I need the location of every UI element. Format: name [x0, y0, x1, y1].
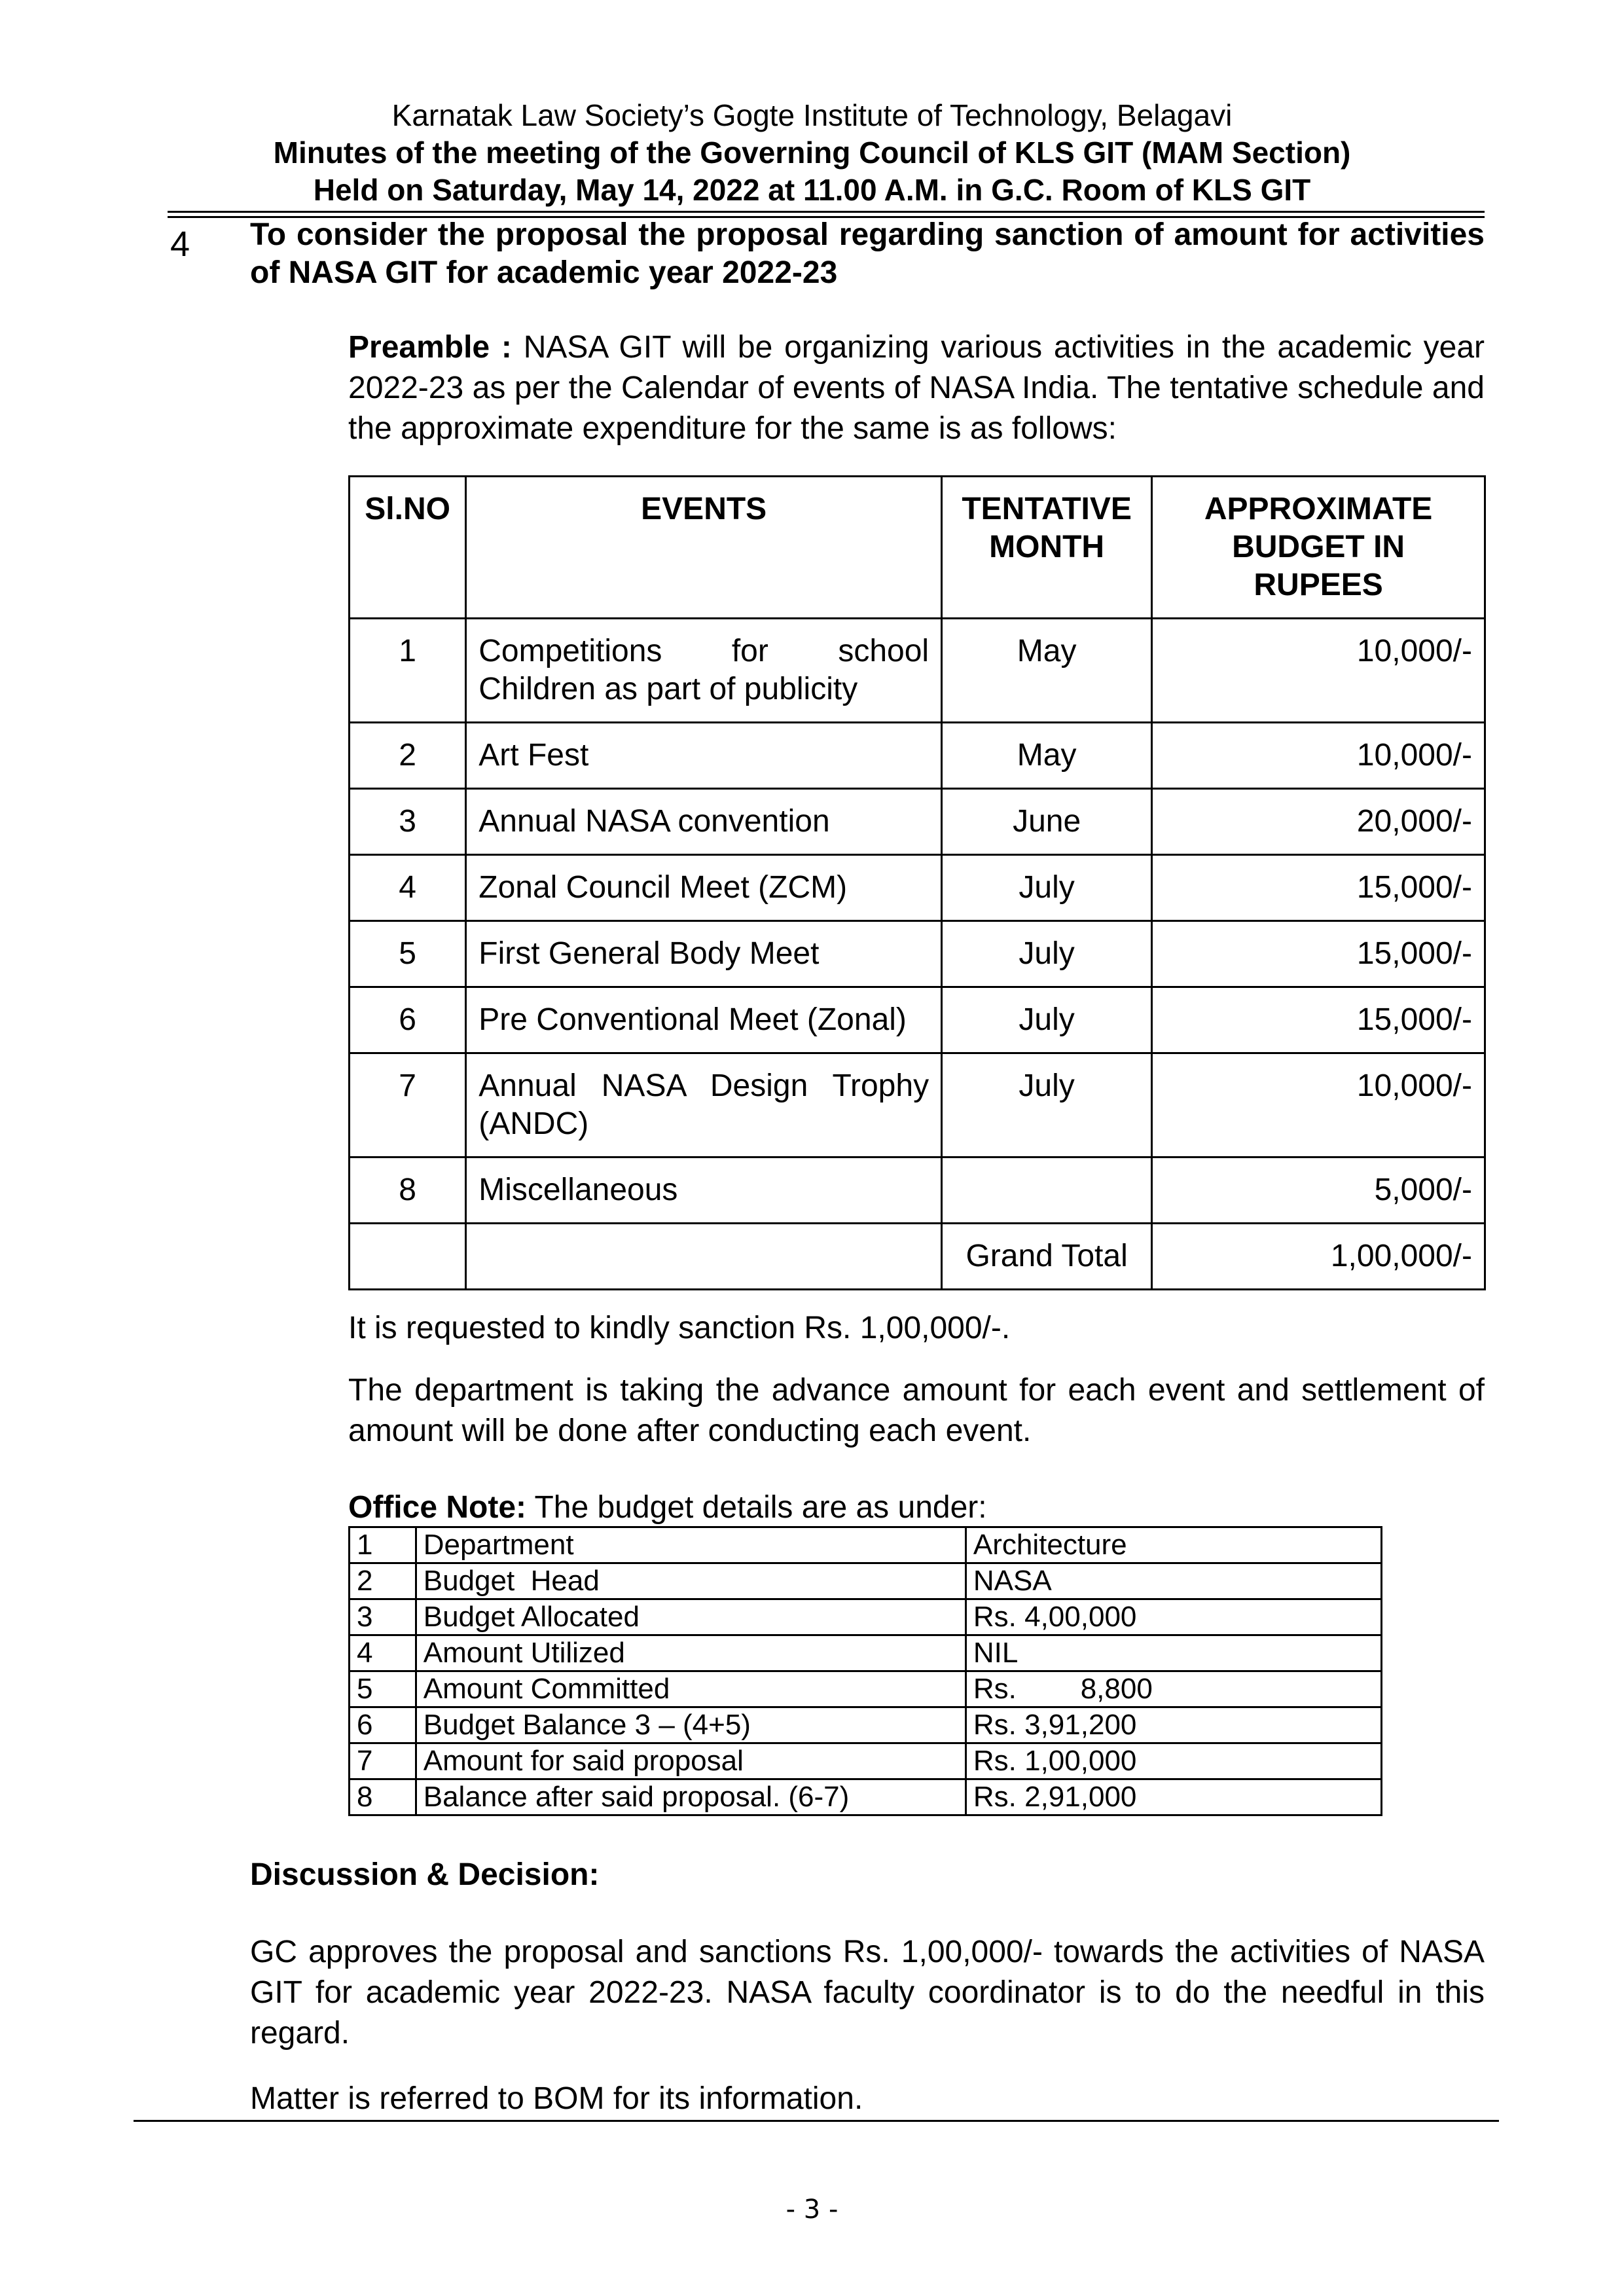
- cell-event: Annual NASA convention: [466, 789, 942, 855]
- cell-label: Budget Balance 3 – (4+5): [416, 1707, 965, 1743]
- table-row: [350, 1157, 1485, 1224]
- cell-month: July: [942, 921, 1152, 987]
- cell-no: 1: [350, 619, 466, 723]
- cell-event: Competitions for school Children as part of publicity: [466, 619, 942, 723]
- events-table-header-row: [350, 477, 1485, 619]
- preamble-label: Preamble :: [348, 330, 512, 365]
- request-text: It is requested to kindly sanction Rs. 1,00,000/-.: [348, 1311, 1011, 1345]
- table-row: [350, 619, 1485, 723]
- table-row: [350, 1671, 1382, 1707]
- cell-budget: 15,000/-: [1152, 855, 1485, 921]
- advance-text: The department is taking the advance amount for each event and settlement of amount will be done after conducting each event.: [348, 1373, 1485, 1448]
- cell-event: Annual NASA Design Trophy (ANDC): [466, 1053, 942, 1157]
- cell-empty: [350, 1224, 466, 1290]
- cell-label: Amount for said proposal: [416, 1743, 965, 1779]
- table-row: [350, 1779, 1382, 1815]
- office-note-line: [348, 1487, 1485, 1528]
- cell-no: 6: [350, 1707, 416, 1743]
- grand-total-value: 1,00,000/-: [1152, 1224, 1485, 1290]
- col-header-events: EVENTS: [466, 477, 942, 619]
- table-row: [350, 1563, 1382, 1599]
- cell-label: Budget Allocated: [416, 1599, 965, 1635]
- cell-no: 2: [350, 1563, 416, 1599]
- cell-label: Department: [416, 1527, 965, 1563]
- cell-budget: 20,000/-: [1152, 789, 1485, 855]
- budget-details-table: [348, 1526, 1382, 1816]
- preamble-text: NASA GIT will be organizing various activities in the academic year 2022-23 as per the Calendar of events of NASA India. The tentative schedule and the approximate expenditure for the same is as follows:: [348, 330, 1485, 446]
- cell-value: Rs. 8,800: [965, 1671, 1381, 1707]
- table-row: [350, 723, 1485, 789]
- agenda-item-number: 4: [170, 225, 190, 264]
- decision-text: GC approves the proposal and sanctions Rs. 1,00,000/- towards the activities of NASA GIT for academic year 2022-23. NASA faculty coordinator is to do the needful in this regard.: [250, 1935, 1485, 2050]
- cell-month: June: [942, 789, 1152, 855]
- cell-no: 6: [350, 987, 466, 1053]
- cell-value: Architecture: [965, 1527, 1381, 1563]
- col-header-month: TENTATIVE MONTH: [942, 477, 1152, 619]
- cell-budget: 10,000/-: [1152, 1053, 1485, 1157]
- table-row: [350, 1599, 1382, 1635]
- cell-no: 5: [350, 921, 466, 987]
- cell-month: July: [942, 855, 1152, 921]
- cell-month: [942, 1157, 1152, 1224]
- footer-rule: [134, 2120, 1499, 2122]
- cell-label: Balance after said proposal. (6-7): [416, 1779, 965, 1815]
- table-row: [350, 987, 1485, 1053]
- cell-event: Zonal Council Meet (ZCM): [466, 855, 942, 921]
- cell-no: 5: [350, 1671, 416, 1707]
- cell-no: 4: [350, 855, 466, 921]
- table-row: [350, 855, 1485, 921]
- cell-value: NASA: [965, 1563, 1381, 1599]
- cell-value: Rs. 2,91,000: [965, 1779, 1381, 1815]
- referral-text: Matter is referred to BOM for its information.: [250, 2081, 863, 2116]
- header-rule-top: [168, 211, 1485, 213]
- cell-budget: 15,000/-: [1152, 987, 1485, 1053]
- cell-event: First General Body Meet: [466, 921, 942, 987]
- cell-value: Rs. 1,00,000: [965, 1743, 1381, 1779]
- cell-event: Art Fest: [466, 723, 942, 789]
- meeting-title: Minutes of the meeting of the Governing Council of KLS GIT (MAM Section): [273, 136, 1351, 170]
- cell-month: May: [942, 619, 1152, 723]
- cell-no: 3: [350, 1599, 416, 1635]
- events-table: [348, 475, 1486, 1290]
- cell-label: Amount Committed: [416, 1671, 965, 1707]
- grand-total-label: Grand Total: [942, 1224, 1152, 1290]
- cell-value: Rs. 4,00,000: [965, 1599, 1381, 1635]
- page-number: - 3 -: [785, 2195, 839, 2225]
- cell-no: 7: [350, 1053, 466, 1157]
- cell-label: Budget Head: [416, 1563, 965, 1599]
- cell-no: 8: [350, 1157, 466, 1224]
- institute-name: Karnatak Law Society’s Gogte Institute of Technology, Belagavi: [391, 98, 1233, 132]
- cell-no: 7: [350, 1743, 416, 1779]
- cell-no: 2: [350, 723, 466, 789]
- cell-event: Miscellaneous: [466, 1157, 942, 1224]
- table-row: [350, 1743, 1382, 1779]
- cell-label: Amount Utilized: [416, 1635, 965, 1671]
- cell-event: Pre Conventional Meet (Zonal): [466, 987, 942, 1053]
- cell-no: 4: [350, 1635, 416, 1671]
- cell-month: July: [942, 987, 1152, 1053]
- cell-value: Rs. 3,91,200: [965, 1707, 1381, 1743]
- cell-budget: 10,000/-: [1152, 619, 1485, 723]
- table-row: [350, 1053, 1485, 1157]
- cell-no: 1: [350, 1527, 416, 1563]
- agenda-item-title: To consider the proposal the proposal regarding sanction of amount for activities of NASA GIT for academic year 2022-23: [250, 217, 1485, 290]
- cell-budget: 15,000/-: [1152, 921, 1485, 987]
- cell-no: 8: [350, 1779, 416, 1815]
- table-row: [350, 1635, 1382, 1671]
- grand-total-row: [350, 1224, 1485, 1290]
- cell-value: NIL: [965, 1635, 1381, 1671]
- cell-empty: [466, 1224, 942, 1290]
- col-header-slno: Sl.NO: [350, 477, 466, 619]
- meeting-held-on: Held on Saturday, May 14, 2022 at 11.00 A.M. in G.C. Room of KLS GIT: [313, 173, 1311, 207]
- table-row: [350, 921, 1485, 987]
- cell-budget: 10,000/-: [1152, 723, 1485, 789]
- table-row: [350, 1707, 1382, 1743]
- cell-month: July: [942, 1053, 1152, 1157]
- table-row: [350, 1527, 1382, 1563]
- cell-no: 3: [350, 789, 466, 855]
- cell-budget: 5,000/-: [1152, 1157, 1485, 1224]
- col-header-budget: APPROXIMATE BUDGET IN RUPEES: [1152, 477, 1485, 619]
- discussion-heading: Discussion & Decision:: [250, 1857, 600, 1892]
- office-note-text: The budget details are as under:: [534, 1490, 987, 1525]
- cell-month: May: [942, 723, 1152, 789]
- office-note-label: Office Note:: [348, 1490, 527, 1525]
- table-row: [350, 789, 1485, 855]
- preamble-paragraph: [348, 327, 1485, 449]
